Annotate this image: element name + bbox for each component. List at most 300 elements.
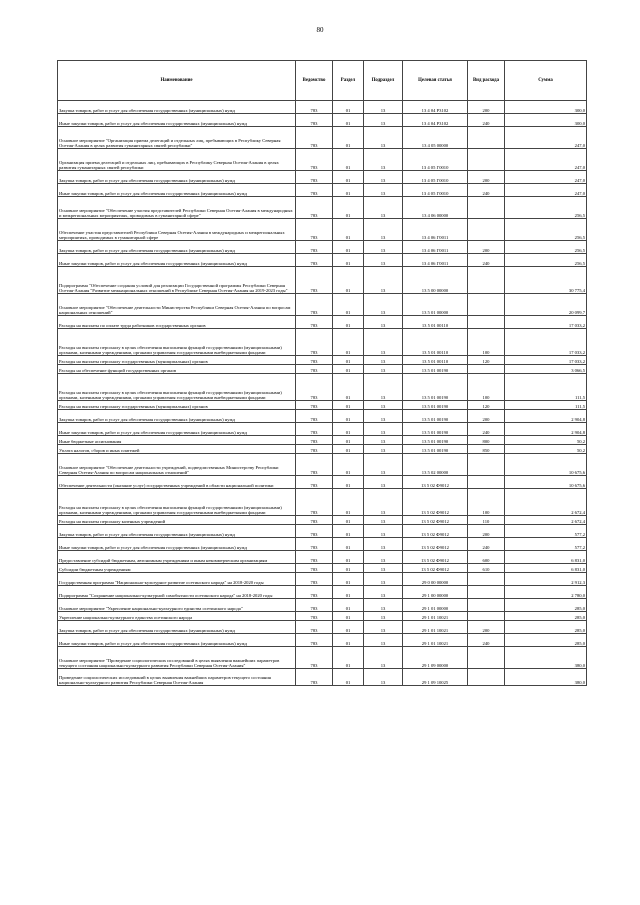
cell-department: 783 [296, 267, 333, 294]
cell-section: 01 [333, 516, 364, 525]
cell-section: 01 [333, 254, 364, 267]
cell-amount: 256,5 [505, 254, 587, 267]
cell-expense-type [468, 365, 505, 374]
cell-amount: 577,2 [505, 525, 587, 538]
cell-expense-type [468, 149, 505, 171]
table-row [58, 599, 587, 612]
cell-target-article: 13 4 06 Г0011 [403, 219, 468, 241]
cell-section: 01 [333, 489, 364, 516]
cell-subsection: 13 [364, 538, 403, 551]
cell-department: 783 [296, 401, 333, 410]
cell-department: 783 [296, 101, 333, 114]
cell-name: Основное мероприятие "Обеспечение участия представителей Республики Северная Осетия-Алания в международных и межрегиональных мероприятиях, проводимых в гуманитарной сфере" [58, 197, 296, 219]
cell-expense-type [468, 127, 505, 149]
cell-name: Подпрограмма "Обеспечение создания условий для реализации Государственной программы Республики Северная Осетия-Алания "Развитие межнациональных отношений в Республике Северная Осетия-Алания на 2019-2023 годы" [58, 267, 296, 294]
cell-amount: 256,5 [505, 197, 587, 219]
cell-expense-type [468, 316, 505, 329]
cell-section: 01 [333, 114, 364, 127]
cell-section: 01 [333, 267, 364, 294]
cell-name: Закупка товаров, работ и услуг для обеспечения государственных (муниципальных) нужд [58, 621, 296, 634]
cell-subsection: 13 [364, 564, 403, 573]
cell-name: Расходы на выплаты персоналу в целях обеспечения выполнения функций государственными (муниципальными) органами, казенными учреждениями, органами управления государственными внебюджетными фондами [58, 374, 296, 401]
cell-expense-type: 200 [468, 241, 505, 254]
cell-target-article: 13 5 01 00190 [403, 401, 468, 410]
cell-amount: 256,5 [505, 241, 587, 254]
cell-section: 01 [333, 586, 364, 599]
cell-amount: 380,0 [505, 647, 587, 669]
cell-department: 783 [296, 184, 333, 197]
cell-name: Иные бюджетные ассигнования [58, 436, 296, 445]
cell-name: Основное мероприятие "Проведение социологических исследований в целях выявления важнейших параметров текущего состояния национально-культурного развития Республики Северная Осетия-Алания" [58, 647, 296, 669]
table-row [58, 489, 587, 516]
cell-section: 01 [333, 316, 364, 329]
header-name: Наименование [58, 61, 296, 101]
cell-section: 01 [333, 197, 364, 219]
cell-amount: 17 033,2 [505, 356, 587, 365]
cell-target-article: 13 4 06 Г0011 [403, 241, 468, 254]
cell-target-article: 29 1 01 10021 [403, 621, 468, 634]
cell-section: 01 [333, 365, 364, 374]
table-row [58, 516, 587, 525]
cell-department: 783 [296, 634, 333, 647]
cell-subsection: 13 [364, 586, 403, 599]
cell-target-article: 29 1 01 00000 [403, 599, 468, 612]
cell-subsection: 13 [364, 149, 403, 171]
cell-subsection: 13 [364, 127, 403, 149]
cell-target-article: 13 5 02 00000 [403, 454, 468, 476]
cell-expense-type: 240 [468, 114, 505, 127]
cell-amount: 285,0 [505, 621, 587, 634]
cell-department: 783 [296, 621, 333, 634]
cell-department: 783 [296, 436, 333, 445]
table-row [58, 612, 587, 621]
table-row [58, 436, 587, 445]
table-row [58, 525, 587, 538]
cell-subsection: 13 [364, 171, 403, 184]
cell-target-article: 13 5 01 00000 [403, 294, 468, 316]
cell-section: 01 [333, 525, 364, 538]
cell-amount: 247,0 [505, 184, 587, 197]
cell-subsection: 13 [364, 454, 403, 476]
cell-department: 783 [296, 647, 333, 669]
cell-target-article: 29 1 00 00000 [403, 586, 468, 599]
cell-section: 01 [333, 669, 364, 686]
cell-amount: 256,5 [505, 219, 587, 241]
table-row [58, 374, 587, 401]
cell-section: 01 [333, 647, 364, 669]
cell-section: 01 [333, 184, 364, 197]
cell-amount: 50,2 [505, 436, 587, 445]
cell-subsection: 13 [364, 634, 403, 647]
cell-subsection: 13 [364, 401, 403, 410]
cell-department: 783 [296, 294, 333, 316]
cell-name: Закупка товаров, работ и услуг для обеспечения государственных (муниципальных) нужд [58, 525, 296, 538]
table-row [58, 586, 587, 599]
cell-subsection: 13 [364, 599, 403, 612]
cell-section: 01 [333, 573, 364, 586]
cell-amount: 17 033,2 [505, 316, 587, 329]
cell-name: Закупка товаров, работ и услуг для обеспечения государственных (муниципальных) нужд [58, 410, 296, 423]
cell-section: 01 [333, 241, 364, 254]
cell-name: Иные закупки товаров, работ и услуг для обеспечения государственных (муниципальных) нужд [58, 254, 296, 267]
table-row [58, 401, 587, 410]
table-row [58, 316, 587, 329]
cell-expense-type: 120 [468, 356, 505, 365]
cell-section: 01 [333, 410, 364, 423]
cell-target-article: 13 4 04 Р3102 [403, 114, 468, 127]
cell-expense-type [468, 219, 505, 241]
cell-amount: 2 904,8 [505, 423, 587, 436]
cell-section: 01 [333, 551, 364, 564]
cell-amount: 247,0 [505, 171, 587, 184]
cell-amount: 6 831,0 [505, 551, 587, 564]
cell-target-article: 13 5 02 Ф9012 [403, 538, 468, 551]
cell-expense-type [468, 267, 505, 294]
cell-subsection: 13 [364, 329, 403, 356]
cell-name: Закупка товаров, работ и услуг для обеспечения государственных (муниципальных) нужд [58, 101, 296, 114]
cell-subsection: 13 [364, 436, 403, 445]
cell-name: Обеспечение участия представителей Республики Северная Осетия-Алания в международных и межрегиональных мероприятиях, проводимых в гуманитарной сфере [58, 219, 296, 241]
cell-expense-type: 100 [468, 374, 505, 401]
cell-target-article: 13 4 05 Г0010 [403, 149, 468, 171]
table-row [58, 634, 587, 647]
cell-subsection: 13 [364, 374, 403, 401]
cell-section: 01 [333, 171, 364, 184]
cell-name: Закупка товаров, работ и услуг для обеспечения государственных (муниципальных) нужд [58, 241, 296, 254]
cell-name: Расходы на выплаты персоналу в целях обеспечения выполнения функций государственными (муниципальными) органами, казенными учреждениями, органами управления государственными внебюджетными фондами [58, 489, 296, 516]
table-row [58, 669, 587, 686]
cell-target-article: 13 5 01 00190 [403, 410, 468, 423]
cell-subsection: 13 [364, 551, 403, 564]
cell-department: 783 [296, 489, 333, 516]
cell-department: 783 [296, 356, 333, 365]
cell-subsection: 13 [364, 621, 403, 634]
cell-name: Иные закупки товаров, работ и услуг для обеспечения государственных (муниципальных) нужд [58, 114, 296, 127]
cell-target-article: 29 1 01 10021 [403, 612, 468, 621]
cell-target-article: 13 5 01 00190 [403, 423, 468, 436]
cell-amount: 285,0 [505, 634, 587, 647]
cell-department: 783 [296, 127, 333, 149]
cell-amount: 300,0 [505, 114, 587, 127]
cell-amount: 300,0 [505, 101, 587, 114]
table-row [58, 127, 587, 149]
cell-name: Обеспечение деятельности (оказание услуг) государственных учреждений в области национальной политики [58, 476, 296, 489]
cell-department: 783 [296, 316, 333, 329]
cell-department: 783 [296, 669, 333, 686]
cell-section: 01 [333, 149, 364, 171]
cell-name: Иные закупки товаров, работ и услуг для обеспечения государственных (муниципальных) нужд [58, 634, 296, 647]
table-row [58, 171, 587, 184]
cell-name: Государственная программа "Национально-культурное развитие осетинского народа" на 2018-2020 годы [58, 573, 296, 586]
cell-expense-type [468, 586, 505, 599]
table-row [58, 423, 587, 436]
cell-department: 783 [296, 599, 333, 612]
cell-section: 01 [333, 219, 364, 241]
cell-expense-type: 600 [468, 551, 505, 564]
header-subsection: Подраздел [364, 61, 403, 101]
cell-amount: 10 675,6 [505, 476, 587, 489]
table-row [58, 267, 587, 294]
cell-expense-type [468, 612, 505, 621]
cell-subsection: 13 [364, 219, 403, 241]
table-row [58, 365, 587, 374]
cell-target-article: 13 5 02 Ф9012 [403, 489, 468, 516]
cell-name: Иные закупки товаров, работ и услуг для обеспечения государственных (муниципальных) нужд [58, 184, 296, 197]
cell-section: 01 [333, 454, 364, 476]
cell-expense-type: 100 [468, 329, 505, 356]
cell-department: 783 [296, 612, 333, 621]
cell-amount: 577,2 [505, 538, 587, 551]
cell-subsection: 13 [364, 197, 403, 219]
cell-name: Основное мероприятие "Укрепление национально-культурного единства осетинского народа" [58, 599, 296, 612]
cell-expense-type: 200 [468, 101, 505, 114]
cell-subsection: 13 [364, 476, 403, 489]
cell-amount: 2 672,4 [505, 516, 587, 525]
cell-department: 783 [296, 454, 333, 476]
cell-section: 01 [333, 127, 364, 149]
table-row [58, 454, 587, 476]
cell-expense-type: 240 [468, 254, 505, 267]
cell-target-article: 13 5 01 00190 [403, 374, 468, 401]
cell-subsection: 13 [364, 669, 403, 686]
table-row [58, 647, 587, 669]
table-header-row [58, 61, 587, 101]
cell-subsection: 13 [364, 184, 403, 197]
cell-department: 783 [296, 564, 333, 573]
table-row [58, 538, 587, 551]
cell-department: 783 [296, 525, 333, 538]
cell-expense-type: 240 [468, 184, 505, 197]
cell-expense-type [468, 599, 505, 612]
cell-expense-type [468, 454, 505, 476]
cell-expense-type: 200 [468, 171, 505, 184]
cell-subsection: 13 [364, 101, 403, 114]
cell-name: Проведение социологических исследований в целях выявления важнейших параметров текущего состояния национально-культурного развития Республики Северная Осетия-Алания [58, 669, 296, 686]
cell-expense-type: 200 [468, 410, 505, 423]
cell-name: Подпрограмма "Сохранение национально-культурной самобытности осетинского народа" на 2018-2020 годы [58, 586, 296, 599]
cell-target-article: 13 5 01 00110 [403, 329, 468, 356]
cell-target-article: 13 5 02 Ф9012 [403, 564, 468, 573]
cell-target-article: 13 4 05 Г0010 [403, 184, 468, 197]
header-amount: Сумма [505, 61, 587, 101]
table-row [58, 219, 587, 241]
cell-subsection: 13 [364, 612, 403, 621]
cell-department: 783 [296, 410, 333, 423]
cell-amount: 17 033,2 [505, 329, 587, 356]
cell-section: 01 [333, 634, 364, 647]
header-department: Ведомство [296, 61, 333, 101]
cell-section: 01 [333, 294, 364, 316]
table-row [58, 564, 587, 573]
cell-target-article: 13 5 02 Ф9012 [403, 551, 468, 564]
cell-subsection: 13 [364, 647, 403, 669]
cell-section: 01 [333, 356, 364, 365]
cell-subsection: 13 [364, 316, 403, 329]
cell-name: Основное мероприятие "Обеспечение деятельности учреждений, подведомственных Министерству Республики Северная Осетия-Алания по вопросам национальных отношений" [58, 454, 296, 476]
cell-amount: 285,0 [505, 599, 587, 612]
table-row [58, 294, 587, 316]
cell-name: Закупка товаров, работ и услуг для обеспечения государственных (муниципальных) нужд [58, 171, 296, 184]
cell-subsection: 13 [364, 445, 403, 454]
cell-section: 01 [333, 564, 364, 573]
cell-subsection: 13 [364, 525, 403, 538]
cell-amount: 2 904,8 [505, 410, 587, 423]
cell-target-article: 13 5 00 00000 [403, 267, 468, 294]
cell-section: 01 [333, 445, 364, 454]
cell-target-article: 13 5 01 00190 [403, 445, 468, 454]
table-row [58, 197, 587, 219]
cell-name: Расходы на выплаты персоналу государственных (муниципальных) органов [58, 401, 296, 410]
cell-section: 01 [333, 329, 364, 356]
cell-amount: 2 672,4 [505, 489, 587, 516]
cell-expense-type [468, 573, 505, 586]
cell-amount: 50,2 [505, 445, 587, 454]
table-row [58, 445, 587, 454]
cell-section: 01 [333, 538, 364, 551]
cell-name: Расходы на выплаты персоналу в целях обеспечения выполнения функций государственными (муниципальными) органами, казенными учреждениями, органами управления государственными внебюджетными фондами [58, 329, 296, 356]
cell-amount: 285,0 [505, 612, 587, 621]
cell-amount: 30 775,4 [505, 267, 587, 294]
cell-department: 783 [296, 374, 333, 401]
cell-expense-type: 120 [468, 401, 505, 410]
cell-name: Организация приема делегаций и отдельных лиц, пребывающих в Республику Северная Осетия-Алания в целях развития гуманитарных связей республики [58, 149, 296, 171]
cell-subsection: 13 [364, 573, 403, 586]
cell-expense-type: 240 [468, 634, 505, 647]
cell-target-article: 13 4 04 Р3102 [403, 101, 468, 114]
table-row [58, 573, 587, 586]
cell-department: 783 [296, 219, 333, 241]
cell-target-article: 29 1 01 10021 [403, 634, 468, 647]
cell-name: Расходы на обеспечение функций государственных органов [58, 365, 296, 374]
table-row [58, 101, 587, 114]
cell-expense-type: 240 [468, 423, 505, 436]
cell-department: 783 [296, 254, 333, 267]
cell-amount: 10 675,6 [505, 454, 587, 476]
cell-target-article: 13 5 01 00190 [403, 436, 468, 445]
cell-target-article: 13 4 06 00000 [403, 197, 468, 219]
header-expense-type: Вид расхода [468, 61, 505, 101]
cell-section: 01 [333, 599, 364, 612]
cell-section: 01 [333, 423, 364, 436]
cell-name: Основное мероприятие "Обеспечение деятельности Министерства Республики Северная Осетия-Алания по вопросам национальных отношений" [58, 294, 296, 316]
cell-department: 783 [296, 149, 333, 171]
table-row [58, 254, 587, 267]
table-row [58, 621, 587, 634]
cell-department: 783 [296, 114, 333, 127]
cell-name: Уплата налогов, сборов и иных платежей [58, 445, 296, 454]
cell-name: Субсидии бюджетным учреждениям [58, 564, 296, 573]
cell-amount: 20 099,7 [505, 294, 587, 316]
cell-amount: 380,0 [505, 669, 587, 686]
cell-subsection: 13 [364, 254, 403, 267]
cell-name: Расходы на выплаты персоналу казенных учреждений [58, 516, 296, 525]
table-row [58, 476, 587, 489]
cell-department: 783 [296, 476, 333, 489]
cell-section: 01 [333, 476, 364, 489]
cell-amount: 2 780,0 [505, 586, 587, 599]
cell-department: 783 [296, 197, 333, 219]
page-number: 80 [316, 26, 324, 34]
cell-expense-type [468, 294, 505, 316]
header-target-article: Целевая статья [403, 61, 468, 101]
cell-section: 01 [333, 401, 364, 410]
cell-department: 783 [296, 445, 333, 454]
cell-subsection: 13 [364, 489, 403, 516]
cell-department: 783 [296, 538, 333, 551]
cell-amount: 111,5 [505, 374, 587, 401]
cell-subsection: 13 [364, 267, 403, 294]
cell-expense-type: 240 [468, 538, 505, 551]
cell-expense-type [468, 197, 505, 219]
cell-expense-type [468, 669, 505, 686]
cell-expense-type: 850 [468, 445, 505, 454]
cell-expense-type [468, 476, 505, 489]
cell-subsection: 13 [364, 365, 403, 374]
cell-name: Основное мероприятие "Организация приема делегаций и отдельных лиц, пребывающих в Республику Северная Осетия-Алания в целях развития гуманитарных связей республики" [58, 127, 296, 149]
cell-target-article: 13 5 02 Ф9012 [403, 525, 468, 538]
cell-expense-type: 100 [468, 489, 505, 516]
cell-target-article: 29 0 00 00000 [403, 573, 468, 586]
cell-target-article: 29 1 09 10025 [403, 669, 468, 686]
cell-department: 783 [296, 516, 333, 525]
table-row [58, 241, 587, 254]
cell-subsection: 13 [364, 294, 403, 316]
cell-department: 783 [296, 551, 333, 564]
cell-department: 783 [296, 241, 333, 254]
cell-amount: 247,0 [505, 127, 587, 149]
cell-expense-type: 110 [468, 516, 505, 525]
cell-expense-type: 200 [468, 621, 505, 634]
table-row [58, 184, 587, 197]
cell-department: 783 [296, 573, 333, 586]
table-row [58, 551, 587, 564]
cell-expense-type: 200 [468, 525, 505, 538]
cell-department: 783 [296, 586, 333, 599]
cell-name: Предоставление субсидий бюджетным, автономным учреждениям и иным некоммерческим организациям [58, 551, 296, 564]
cell-target-article: 13 5 02 Ф9012 [403, 476, 468, 489]
header-section: Раздел [333, 61, 364, 101]
cell-amount: 247,0 [505, 149, 587, 171]
cell-subsection: 13 [364, 423, 403, 436]
cell-name: Иные закупки товаров, работ и услуг для обеспечения государственных (муниципальных) нужд [58, 538, 296, 551]
cell-amount: 111,5 [505, 401, 587, 410]
cell-department: 783 [296, 329, 333, 356]
cell-section: 01 [333, 101, 364, 114]
cell-section: 01 [333, 621, 364, 634]
cell-name: Расходы на выплаты по оплате труда работников государственных органов [58, 316, 296, 329]
cell-target-article: 13 5 02 Ф9012 [403, 516, 468, 525]
cell-subsection: 13 [364, 114, 403, 127]
cell-target-article: 13 5 01 00110 [403, 356, 468, 365]
cell-target-article: 13 4 06 Г0011 [403, 254, 468, 267]
cell-amount: 2 912,3 [505, 573, 587, 586]
table-row [58, 114, 587, 127]
table-row [58, 356, 587, 365]
cell-expense-type [468, 647, 505, 669]
cell-target-article: 13 4 05 00000 [403, 127, 468, 149]
cell-department: 783 [296, 171, 333, 184]
cell-name: Иные закупки товаров, работ и услуг для обеспечения государственных (муниципальных) нужд [58, 423, 296, 436]
cell-section: 01 [333, 374, 364, 401]
cell-department: 783 [296, 423, 333, 436]
cell-subsection: 13 [364, 241, 403, 254]
budget-table [57, 60, 587, 686]
cell-amount: 6 831,0 [505, 564, 587, 573]
cell-target-article: 29 1 09 00000 [403, 647, 468, 669]
cell-target-article: 13 4 05 Г0010 [403, 171, 468, 184]
table-row [58, 410, 587, 423]
table-row [58, 329, 587, 356]
